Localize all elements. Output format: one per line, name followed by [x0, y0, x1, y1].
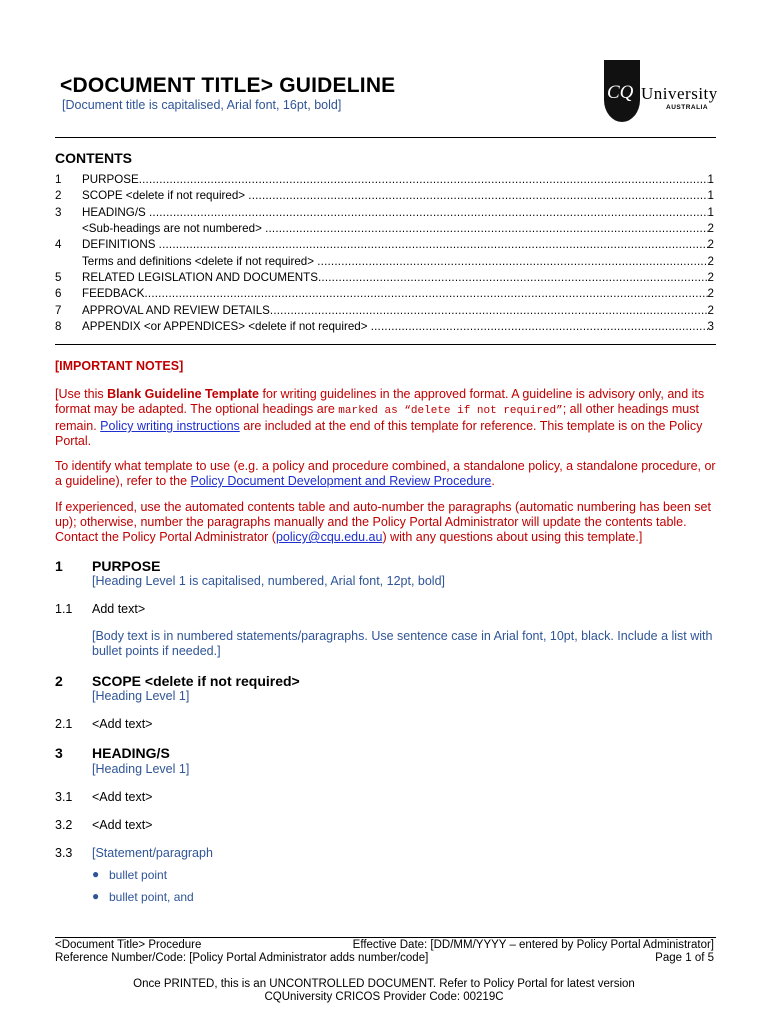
footer-divider — [55, 937, 716, 938]
notes-paragraph-2 — [55, 459, 717, 489]
footer-uncontrolled-notice: Once PRINTED, this is an UNCONTROLLED DOCUMENT. Refer to Policy Portal for latest version — [133, 978, 635, 990]
toc-entry-number: 7 — [55, 303, 62, 317]
section-number: 3 — [55, 745, 63, 761]
note-text: . — [491, 474, 495, 488]
notes-paragraph-3 — [55, 500, 717, 545]
toc-entry[interactable] — [55, 286, 714, 302]
paragraph-text: <Add text> — [92, 717, 153, 731]
section-3-note: [Heading Level 1] — [92, 762, 190, 776]
section-number: 1 — [55, 558, 63, 574]
footer-document-title: <Document Title> Procedure — [55, 939, 202, 951]
toc-entry-number: 6 — [55, 287, 62, 301]
title-note: [Document title is capitalised, Arial font, 16pt, bold] — [62, 98, 342, 112]
toc-dot-leader — [265, 221, 707, 237]
paragraph-text: <Add text> — [92, 790, 153, 804]
paragraph-number: 2.1 — [55, 717, 73, 731]
note-text: If experienced, use the automated contents table and auto-number the paragraphs (automatic numbering has been set up); otherwise, number the paragraphs manually and the Policy Portal Administrator will update the contents table. Contact the Policy Portal Administrator ( — [55, 500, 711, 544]
contents-heading: CONTENTS — [55, 150, 132, 166]
paragraph-text: Add text> — [92, 602, 146, 616]
toc-entry[interactable] — [55, 303, 714, 319]
cquniversity-logo — [604, 60, 716, 124]
section-title: PURPOSE — [92, 558, 161, 574]
section-2-note: [Heading Level 1] — [92, 689, 190, 703]
toc-entry-page: 1 — [707, 189, 714, 203]
note-mono-text: marked as “delete if not required” — [338, 405, 563, 417]
toc-entry-number: 2 — [55, 189, 62, 203]
toc-entry-page: 2 — [707, 303, 714, 317]
note-text: ; all other headings must remain. — [55, 402, 699, 433]
toc-entry[interactable] — [55, 319, 714, 335]
toc-entry-label: APPENDIX <or APPENDICES> <delete if not required> — [82, 320, 371, 334]
shield-icon — [604, 60, 640, 122]
note-bold-text: Blank Guideline Template — [107, 387, 259, 401]
toc-entry-number — [55, 221, 82, 237]
toc-dot-leader — [248, 188, 707, 204]
header-divider — [55, 137, 716, 138]
note-text: for writing guidelines in the approved format. A guideline is advisory only, and its format may be adapted. The optional headings are — [55, 387, 705, 416]
toc-entry-label: HEADING/S — [82, 205, 149, 219]
toc-entry-page: 3 — [707, 320, 714, 334]
toc-entry-number: 8 — [55, 320, 62, 334]
section-1-note: [Heading Level 1 is capitalised, numbered, Arial font, 12pt, bold] — [92, 574, 445, 588]
footer-page-number: Page 1 of 5 — [655, 952, 714, 964]
logo-country: AUSTRALIA — [666, 104, 709, 111]
toc-dot-leader — [145, 286, 708, 302]
toc-entry-label: SCOPE <delete if not required> — [82, 189, 249, 203]
toc-entry[interactable] — [55, 205, 714, 221]
toc-entry-page: 2 — [707, 271, 714, 285]
table-of-contents — [55, 172, 714, 335]
toc-entry-page: 1 — [707, 173, 714, 186]
toc-entry-label: RELATED LEGISLATION AND DOCUMENTS — [82, 271, 318, 285]
section-title: HEADING/S — [92, 745, 170, 761]
paragraph-number: 3.1 — [55, 790, 73, 804]
toc-entry[interactable] — [55, 254, 714, 270]
policy-writing-instructions-link[interactable]: Policy writing instructions — [100, 419, 240, 433]
bullet-dot-icon: ● — [92, 889, 100, 903]
toc-entry-label: DEFINITIONS — [82, 238, 159, 252]
toc-entry-label: APPROVAL AND REVIEW DETAILS — [82, 303, 270, 317]
toc-entry-page: 2 — [707, 238, 714, 252]
toc-entry-number: 5 — [55, 271, 62, 285]
toc-entry-number: 4 — [55, 238, 62, 252]
footer-effective-date: Effective Date: [DD/MM/YYYY – entered by Policy Portal Administrator] — [352, 939, 714, 951]
toc-dot-leader — [270, 303, 708, 319]
paragraph-1-1-note: [Body text is in numbered statements/paragraphs. Use sentence case in Arial font, 10pt, black. Include a list with bullet points if needed.] — [92, 629, 713, 658]
toc-entry-number: 1 — [55, 173, 62, 186]
important-notes-heading: [IMPORTANT NOTES] — [55, 359, 184, 373]
paragraph-number: 1.1 — [55, 602, 73, 616]
toc-dot-leader — [139, 172, 708, 188]
toc-entry[interactable] — [55, 270, 714, 286]
note-text: ) with any questions about using this template.] — [382, 530, 643, 544]
paragraph-number: 3.3 — [55, 846, 73, 860]
toc-entry-label: Terms and definitions <delete if not required> — [82, 254, 318, 268]
toc-entry-page: 2 — [707, 254, 714, 268]
contents-divider — [55, 344, 716, 345]
toc-entry[interactable] — [55, 237, 714, 253]
toc-entry[interactable] — [55, 172, 714, 188]
toc-dot-leader — [149, 205, 708, 221]
toc-entry-label: PURPOSE — [82, 173, 139, 186]
bullet-text: bullet point — [109, 868, 168, 882]
section-number: 2 — [55, 673, 63, 689]
toc-entry-page: 1 — [707, 205, 714, 219]
policy-email-link[interactable]: policy@cqu.edu.au — [275, 530, 383, 544]
section-1-heading — [55, 558, 160, 574]
toc-entry[interactable] — [55, 221, 714, 237]
toc-entry-number: 3 — [55, 205, 62, 219]
toc-entry-label: FEEDBACK — [82, 287, 145, 301]
toc-dot-leader — [371, 319, 708, 335]
notes-paragraph-1 — [55, 387, 717, 449]
note-text: are included at the end of this template for reference. This template is on the Policy Portal. — [55, 419, 703, 448]
footer-cricos-code: CQUniversity CRICOS Provider Code: 00219C — [264, 991, 504, 1003]
section-2-heading — [55, 673, 300, 689]
logo-university: University — [641, 84, 718, 103]
logo-cq: CQ — [607, 82, 634, 103]
section-3-heading — [55, 745, 170, 761]
toc-dot-leader — [317, 254, 707, 270]
paragraph-number: 3.2 — [55, 818, 73, 832]
toc-entry-page: 2 — [707, 287, 714, 301]
toc-dot-leader — [159, 237, 708, 253]
policy-procedure-link[interactable]: Policy Document Development and Review Procedure — [190, 474, 492, 488]
toc-entry-number — [55, 254, 82, 270]
footer-reference-number: Reference Number/Code: [Policy Portal Administrator adds number/code] — [55, 952, 429, 964]
toc-entry[interactable] — [55, 188, 714, 204]
paragraph-text: <Add text> — [92, 818, 153, 832]
toc-entry-label: <Sub-headings are not numbered> — [82, 222, 266, 236]
bullet-text: bullet point, and — [109, 890, 194, 904]
note-text: [Use this — [55, 387, 108, 401]
note-text: To identify what template to use (e.g. a policy and procedure combined, a standalone policy, a standalone procedure, or a guideline), refer to the — [55, 459, 716, 488]
toc-entry-page: 2 — [707, 222, 714, 236]
paragraph-text: [Statement/paragraph — [92, 846, 213, 860]
section-title: SCOPE <delete if not required> — [92, 673, 300, 689]
document-title: <DOCUMENT TITLE> GUIDELINE — [60, 74, 396, 97]
bullet-dot-icon: ● — [92, 867, 100, 881]
toc-dot-leader — [318, 270, 708, 286]
